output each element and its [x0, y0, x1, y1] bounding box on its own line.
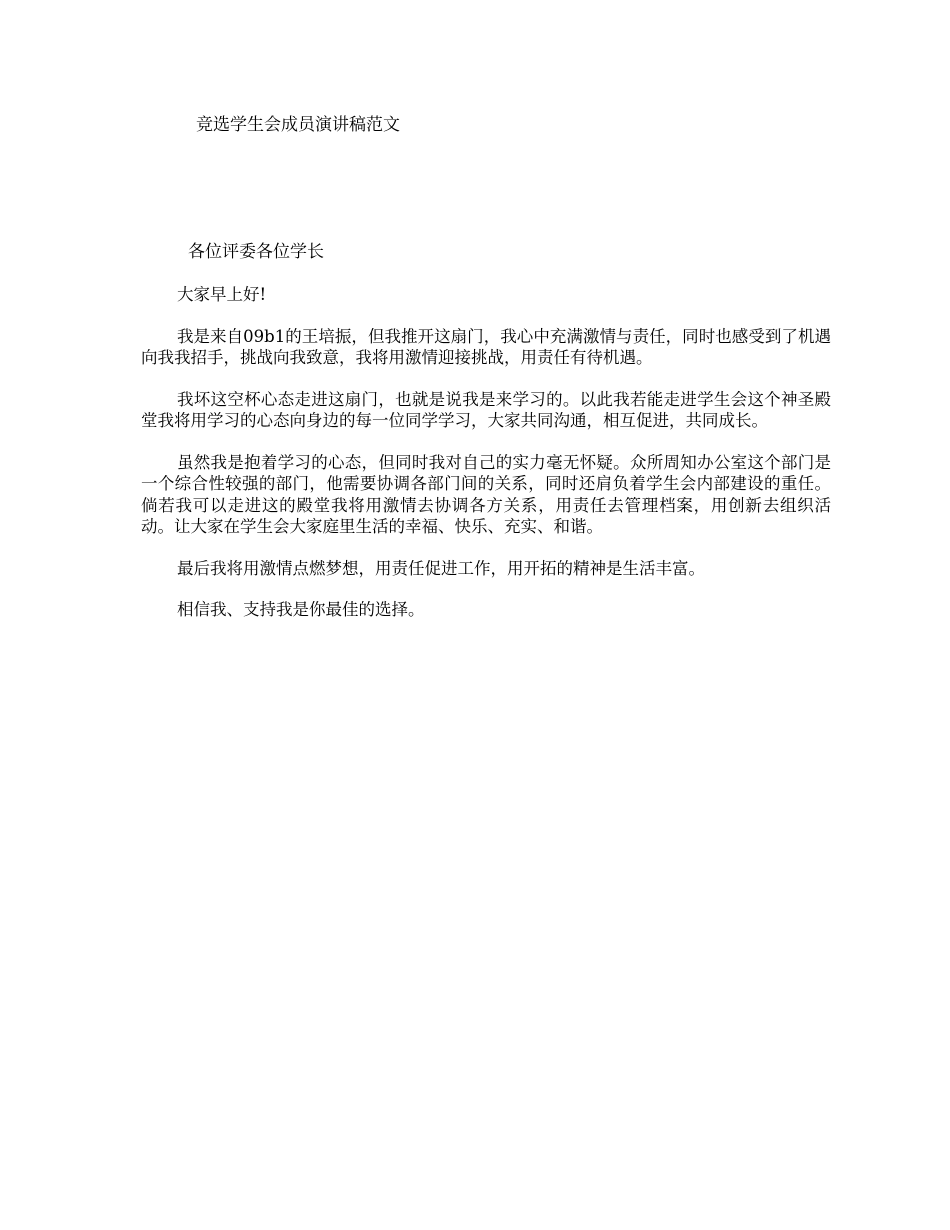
- paragraph-introduction: 我是来自09b1的王培振，但我推开这扇门，我心中充满激情与责任，同时也感受到了机遇向我我招手，挑战向我致意，我将用激情迎接挑战，用责任有待机遇。: [141, 326, 831, 367]
- paragraph-closing: 相信我、支持我是你最佳的选择。: [177, 600, 425, 619]
- salutation: 各位评委各位学长: [188, 242, 324, 262]
- paragraph-greeting: 大家早上好!: [177, 285, 267, 304]
- document-title: 竞选学生会成员演讲稿范文: [196, 115, 400, 135]
- paragraph-learning: 我坏这空杯心态走进这扇门，也就是说我是来学习的。以此我若能走进学生会这个神圣殿堂我将用学习的心态向身边的每一位同学学习，大家共同沟通，相互促进，共同成长。: [141, 389, 831, 430]
- document-body: [141, 284, 831, 641]
- paragraph-ability: 虽然我是抱着学习的心态，但同时我对自己的实力毫无怀疑。众所周知办公室这个部门是一个综合性较强的部门，他需要协调各部门间的关系，同时还肩负着学生会内部建设的重任。倘若我可以走进这的殿堂我将用激情去协调各方关系，用责任去管理档案，用创新去组织活动。让大家在学生会大家庭里生活的幸福、快乐、充实、和谐。: [141, 452, 831, 536]
- paragraph-conclusion: 最后我将用激情点燃梦想，用责任促进工作，用开拓的精神是生活丰富。: [177, 558, 705, 578]
